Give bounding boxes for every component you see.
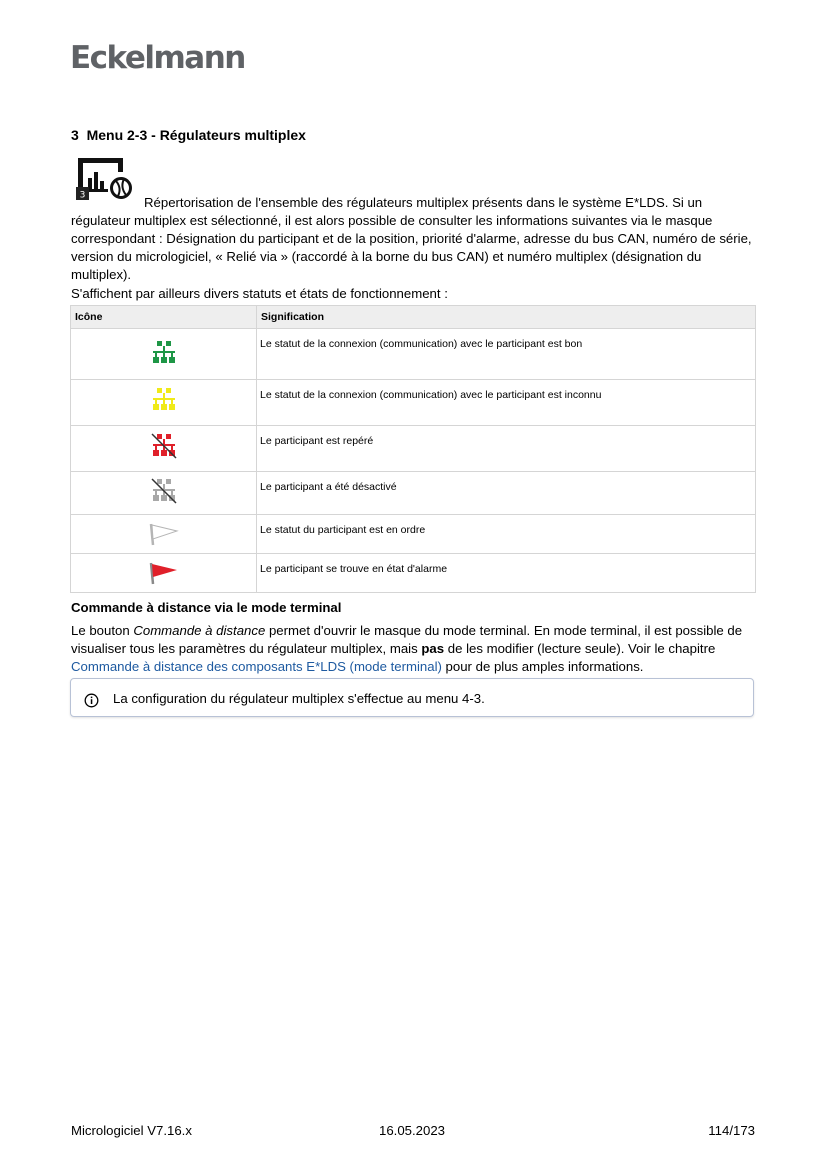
table-row (71, 515, 756, 554)
remote-text-end: de les modifier (lecture seule). Voir le chapitre (444, 641, 716, 656)
status-table (70, 305, 756, 593)
table-header-row (71, 306, 756, 329)
meaning-cell: Le statut de la connexion (communication) avec le participant est inconnu (257, 380, 756, 426)
table-row (71, 426, 756, 472)
meaning-cell: Le statut du participant est en ordre (257, 515, 756, 554)
network-status-located-icon (149, 433, 179, 459)
menu-icon-badge: 3 (79, 190, 86, 200)
network-status-good-icon (149, 340, 179, 366)
info-note-text: La configuration du régulateur multiplex s'effectue au menu 4-3. (113, 691, 485, 706)
header-meaning: Signification (257, 306, 756, 329)
table-row (71, 554, 756, 593)
section-title (71, 127, 306, 143)
meaning-cell: Le participant a été désactivé (257, 472, 756, 515)
network-status-unknown-icon (149, 387, 179, 413)
terminal-mode-chapter-link[interactable]: Commande à distance des composants E*LDS (mode terminal) (71, 659, 442, 674)
remote-paragraph (71, 622, 757, 676)
footer-page-number: 114/173 (708, 1123, 755, 1138)
section-title-text: Menu 2-3 - Régulateurs multiplex (86, 127, 306, 143)
intro-paragraph (71, 194, 757, 284)
table-row (71, 472, 756, 515)
remote-text-start: Le bouton (71, 623, 134, 638)
icon-cell (71, 329, 257, 380)
meaning-cell: Le participant est repéré (257, 426, 756, 472)
status-intro: S'affichent par ailleurs divers statuts et états de fonctionnement : (71, 286, 448, 301)
icon-cell (71, 554, 257, 593)
remote-text-bold: pas (421, 641, 445, 656)
remote-text-mid: permet d'ouvrir le masque du mode terminal. En mode terminal, il est possible de visualiser tous les paramètres du régulateur multiplex, mais (71, 623, 743, 656)
network-status-disabled-icon (149, 478, 179, 504)
brand-logo: Eckelmann (70, 40, 245, 76)
section-number: 3 (71, 127, 79, 143)
remote-text-tail: pour de plus amples informations. (441, 659, 644, 674)
icon-cell (71, 380, 257, 426)
flag-alarm-icon (147, 560, 181, 586)
header-icon: Icône (71, 306, 257, 329)
table-row (71, 329, 756, 380)
flag-ok-icon (147, 521, 181, 547)
info-note (70, 678, 754, 717)
icon-cell (71, 426, 257, 472)
intro-first-line: Répertorisation de l'ensemble des régulateurs multiplex présents dans le système E*LDS. Si un (144, 195, 703, 210)
intro-rest: régulateur multiplex est sélectionné, il est alors possible de consulter les informations suivantes via le masque correspondant : Désignation du participant et de la position, priorité d'alarme, adresse du bus CAN, numéro de série, version du micrologiciel, « Relié via » (raccordé à la borne du bus CAN) et numéro multiplex (désignation du multiplex). (71, 213, 752, 282)
icon-cell (71, 472, 257, 515)
footer-firmware: Micrologiciel V7.16.x (71, 1123, 192, 1138)
meaning-cell: Le participant se trouve en état d'alarme (257, 554, 756, 593)
remote-heading: Commande à distance via le mode terminal (71, 600, 342, 615)
icon-cell (71, 515, 257, 554)
footer-date: 16.05.2023 (379, 1123, 446, 1138)
meaning-cell: Le statut de la connexion (communication) avec le participant est bon (257, 329, 756, 380)
table-row (71, 380, 756, 426)
remote-button-name: Commande à distance (133, 623, 266, 638)
info-icon (84, 693, 99, 708)
